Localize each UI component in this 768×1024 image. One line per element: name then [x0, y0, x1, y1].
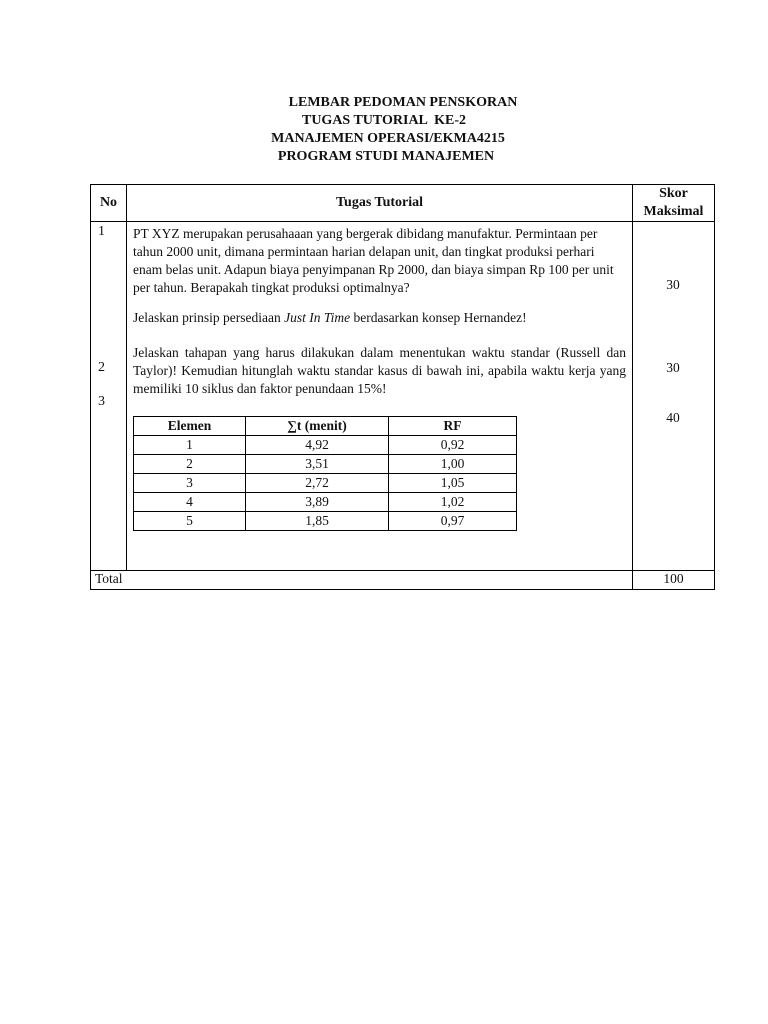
cell-elemen: 1: [134, 436, 246, 455]
cell-sum-t: 3,51: [246, 455, 389, 474]
total-row: [91, 571, 715, 590]
question-2-text-after: berdasarkan konsep Hernandez!: [350, 310, 527, 325]
cell-rf: 0,97: [389, 512, 517, 531]
score-question-1: 30: [666, 277, 680, 292]
cell-rf: 1,02: [389, 493, 517, 512]
question-number-2: 2: [98, 360, 105, 375]
questions-row: [91, 222, 715, 571]
question-numbers: [91, 222, 127, 571]
question-number-3: 3: [98, 394, 105, 409]
header-skor: [633, 185, 715, 222]
table-row: [134, 512, 517, 531]
document-heading: [0, 94, 768, 166]
table-row: [134, 493, 517, 512]
cell-sum-t: 2,72: [246, 474, 389, 493]
cell-elemen: 5: [134, 512, 246, 531]
table-row: [134, 474, 517, 493]
total-label: Total: [91, 571, 633, 590]
cell-sum-t: 4,92: [246, 436, 389, 455]
question-number-1: 1: [98, 224, 105, 239]
header-skor-line1: Skor: [659, 186, 688, 201]
heading-assignment: TUGAS TUTORIAL KE-2: [301, 113, 467, 128]
heading-title: LEMBAR PEDOMAN PENSKORAN: [288, 95, 518, 110]
scoring-table: [90, 184, 715, 590]
question-2-text: [133, 309, 626, 327]
cell-elemen: 4: [134, 493, 246, 512]
table-row: [134, 455, 517, 474]
header-row: [91, 185, 715, 222]
cell-sum-t: 1,85: [246, 512, 389, 531]
score-column: [633, 222, 715, 571]
question-content: [127, 222, 633, 571]
header-skor-line2: Maksimal: [643, 204, 704, 219]
question-2-text-italic: Just In Time: [284, 310, 351, 325]
score-question-3: 40: [666, 410, 680, 425]
header-tugas: Tugas Tutorial: [127, 185, 633, 222]
cell-rf: 1,05: [389, 474, 517, 493]
question-3-text: Jelaskan tahapan yang harus dilakukan dalam menentukan waktu standar (Russell dan Taylor)! Kemudian hitunglah waktu standar kasus di bawah ini, apabila waktu kerja yang memiliki 10 siklus dan faktor penundaan 15%!: [133, 345, 626, 396]
table-row: [134, 436, 517, 455]
question-1-text: PT XYZ merupakan perusahaaan yang bergerak dibidang manufaktur. Permintaan per tahun 2000 unit, dimana permintaan harian delapan unit, dan tingkat produksi perhari enam belas unit. Adapun biaya penyimpanan Rp 2000, dan biaya simpan Rp 100 per unit per tahun. Berapakah tingkat produksi optimalnya?: [133, 226, 614, 295]
question-2-text-before: Jelaskan prinsip persediaan: [133, 310, 285, 325]
cell-elemen: 2: [134, 455, 246, 474]
cell-rf: 0,92: [389, 436, 517, 455]
heading-course: MANAJEMEN OPERASI/EKMA4215: [271, 131, 505, 146]
score-question-2: 30: [666, 360, 680, 375]
heading-program: PROGRAM STUDI MANAJEMEN: [277, 149, 495, 164]
cell-elemen: 3: [134, 474, 246, 493]
col-header-elemen: Elemen: [134, 417, 246, 436]
element-data-table: [133, 416, 517, 531]
element-table-header: [134, 417, 517, 436]
header-no: No: [91, 185, 127, 222]
cell-sum-t: 3,89: [246, 493, 389, 512]
col-header-rf: RF: [389, 417, 517, 436]
col-header-sum-t: ∑t (menit): [246, 417, 389, 436]
cell-rf: 1,00: [389, 455, 517, 474]
total-value: 100: [633, 571, 715, 590]
